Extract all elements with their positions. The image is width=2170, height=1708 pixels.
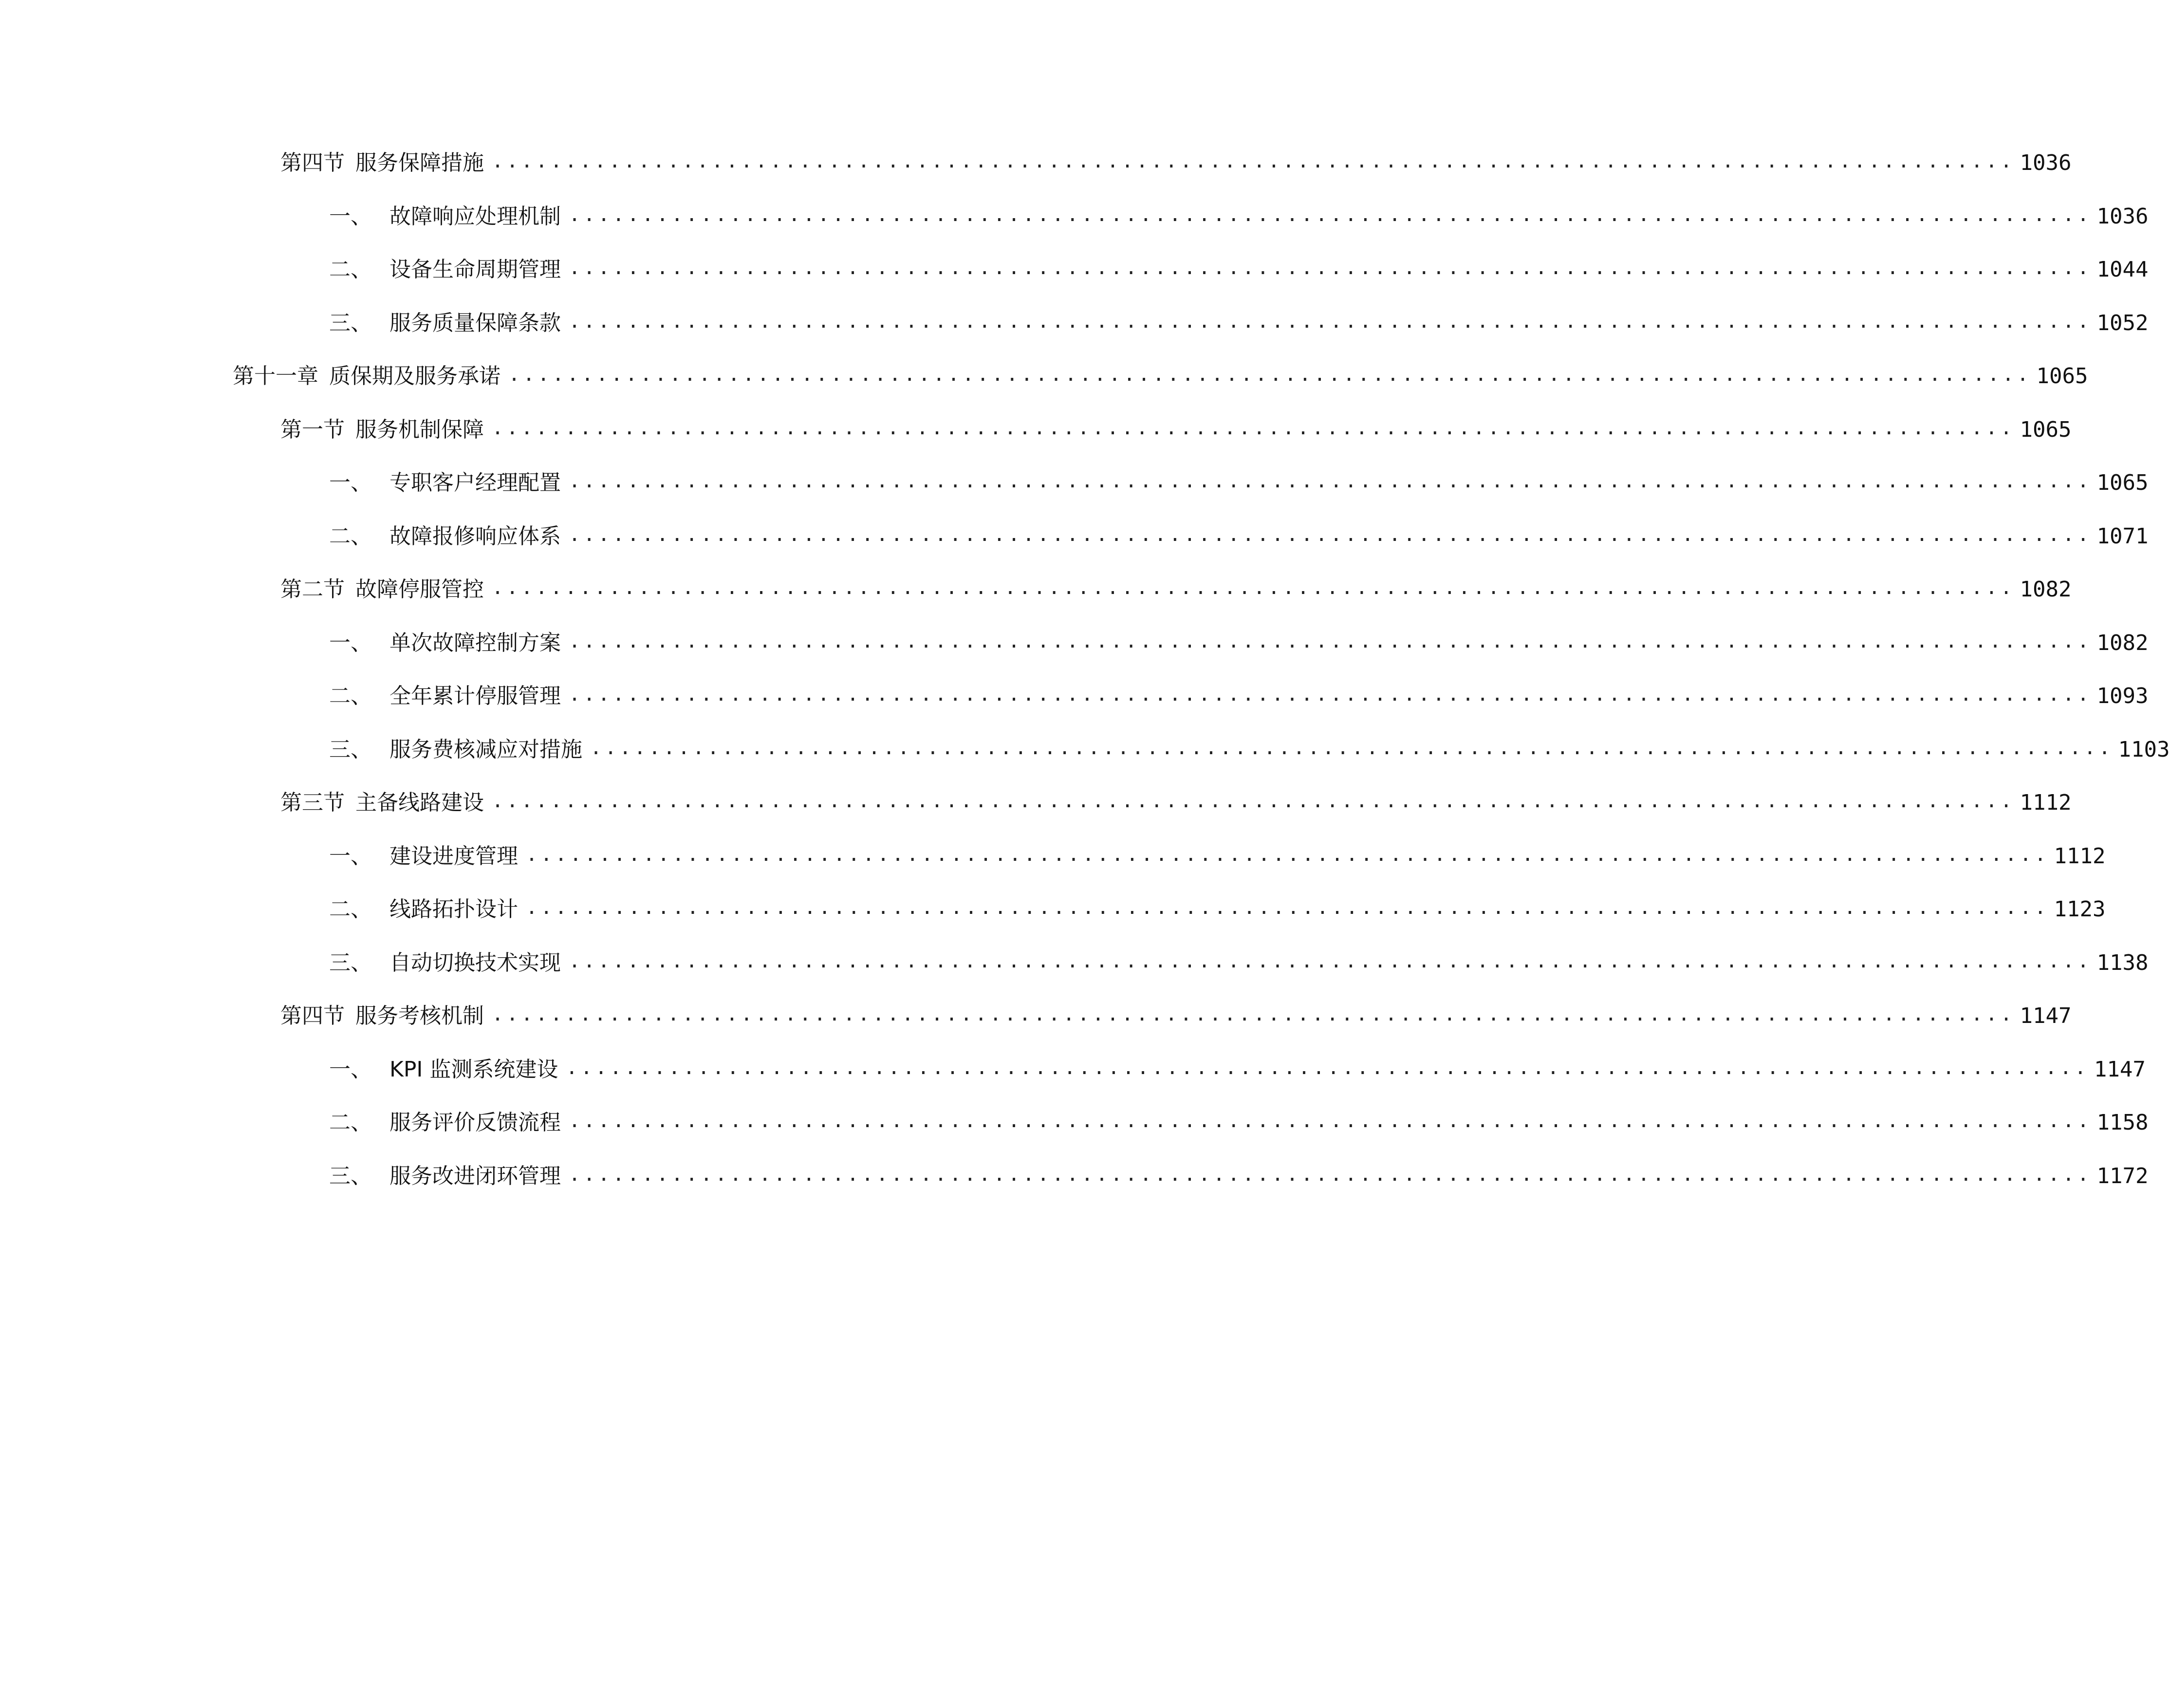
toc-entry-title: 服务费核减应对措施	[389, 737, 582, 762]
toc-entry-prefix: 第四节	[280, 1003, 345, 1028]
dot-leader: ........................................................................................................	[569, 257, 2092, 279]
toc-entry-page-number: 1036	[2020, 150, 2072, 175]
toc-entry-page-number: 1052	[2096, 311, 2149, 335]
dot-leader: ........................................................................................................	[569, 683, 2092, 705]
toc-entry-title: 故障停服管控	[355, 577, 484, 602]
toc-entry-prefix: 第二节	[280, 577, 345, 602]
toc-entry-page-number: 1147	[2020, 1003, 2072, 1028]
toc-entry-title: 服务保障措施	[355, 150, 484, 175]
toc-entry-page-number: 1082	[2096, 631, 2149, 655]
toc-entry-prefix: 一、	[329, 470, 372, 495]
toc-entry-item[interactable]	[329, 253, 2149, 287]
toc-entry-item[interactable]	[329, 733, 2170, 767]
toc-entry-page-number: 1112	[2020, 790, 2072, 815]
toc-entry-prefix: 一、	[329, 1057, 372, 1082]
toc-entry-title: 单次故障控制方案	[389, 631, 561, 655]
toc-entry-prefix: 第三节	[280, 790, 345, 815]
toc-entry-prefix: 三、	[329, 311, 372, 335]
toc-entry-page-number: 1123	[2054, 897, 2106, 922]
dot-leader: ........................................................................................................	[526, 843, 2049, 866]
toc-entry-page-number: 1103	[2118, 737, 2170, 762]
dot-leader: ........................................................................................................	[492, 576, 2015, 599]
toc-entry-title: 主备线路建设	[355, 790, 484, 815]
toc-entry-title: 服务质量保障条款	[389, 311, 561, 335]
toc-entry-title: 故障响应处理机制	[389, 204, 561, 229]
toc-entry-section[interactable]	[280, 999, 2072, 1033]
toc-entry-item[interactable]	[329, 892, 2106, 927]
toc-entry-prefix: 第十一章	[233, 364, 318, 389]
toc-entry-page-number: 1093	[2096, 684, 2149, 708]
toc-entry-title: 服务机制保障	[355, 417, 484, 442]
toc-entry-prefix: 一、	[329, 844, 372, 869]
toc-entry-page-number: 1065	[2036, 364, 2088, 389]
toc-entry-prefix: 二、	[329, 1110, 372, 1135]
toc-entry-chapter[interactable]	[233, 359, 2088, 393]
toc-entry-prefix: 一、	[329, 204, 372, 229]
toc-entry-prefix: 三、	[329, 950, 372, 975]
toc-entry-item[interactable]	[329, 200, 2149, 234]
toc-entry-page-number: 1082	[2020, 577, 2072, 602]
toc-entry-page-number: 1065	[2020, 417, 2072, 442]
toc-entry-prefix: 第一节	[280, 417, 345, 442]
dot-leader: ........................................................................................................	[508, 363, 2032, 386]
dot-leader: ........................................................................................................	[492, 790, 2015, 812]
toc-entry-title: 全年累计停服管理	[389, 684, 561, 708]
dot-leader: ........................................................................................................	[569, 523, 2092, 546]
toc-entry-prefix: 二、	[329, 897, 372, 922]
toc-entry-title: 线路拓扑设计	[389, 897, 518, 922]
dot-leader: ........................................................................................................	[569, 1163, 2092, 1186]
toc-entry-prefix: 一、	[329, 631, 372, 655]
toc-entry-page-number: 1147	[2094, 1057, 2146, 1082]
toc-entry-item[interactable]	[329, 626, 2149, 660]
dot-leader: ........................................................................................................	[590, 737, 2114, 759]
toc-entry-title: 设备生命周期管理	[389, 257, 561, 282]
dot-leader: ........................................................................................................	[569, 204, 2092, 226]
toc-entry-title: 服务改进闭环管理	[389, 1164, 561, 1188]
toc-entry-page-number: 1044	[2096, 257, 2149, 282]
dot-leader: ........................................................................................................	[492, 417, 2015, 439]
toc-entry-prefix: 三、	[329, 1164, 372, 1188]
toc-entry-title: 服务考核机制	[355, 1003, 484, 1028]
toc-entry-item[interactable]	[329, 306, 2149, 340]
toc-entry-title: 服务评价反馈流程	[389, 1110, 561, 1135]
toc-entry-item[interactable]	[329, 839, 2106, 873]
toc-entry-item[interactable]	[329, 946, 2149, 980]
toc-entry-item[interactable]	[329, 679, 2149, 713]
toc-entry-prefix: 第四节	[280, 150, 345, 175]
dot-leader: ........................................................................................................	[569, 1110, 2092, 1132]
toc-entry-page-number: 1071	[2096, 524, 2149, 549]
toc-entry-prefix: 二、	[329, 257, 372, 282]
toc-entry-prefix: 二、	[329, 524, 372, 549]
dot-leader: ........................................................................................................	[569, 950, 2092, 972]
dot-leader: ........................................................................................................	[492, 150, 2015, 172]
toc-entry-section[interactable]	[280, 573, 2072, 607]
dot-leader: ........................................................................................................	[569, 630, 2092, 652]
toc-entry-page-number: 1112	[2054, 844, 2106, 869]
toc-entry-page-number: 1065	[2096, 470, 2149, 495]
toc-entry-title: 建设进度管理	[389, 844, 518, 869]
toc-entry-section[interactable]	[280, 413, 2072, 447]
toc-entry-prefix: 二、	[329, 684, 372, 708]
toc-entry-item[interactable]	[329, 1106, 2149, 1140]
dot-leader: ........................................................................................................	[566, 1057, 2089, 1079]
toc-entry-title: 质保期及服务承诺	[329, 364, 501, 389]
toc-entry-page-number: 1036	[2096, 204, 2149, 229]
dot-leader: ........................................................................................................	[569, 470, 2092, 492]
toc-entry-item[interactable]	[329, 1159, 2149, 1193]
toc-entry-title: KPI 监测系统建设	[389, 1057, 558, 1082]
toc-entry-page-number: 1172	[2096, 1164, 2149, 1188]
dot-leader: ........................................................................................................	[569, 310, 2092, 333]
toc-entry-title: 自动切换技术实现	[389, 950, 561, 975]
toc-entry-page-number: 1158	[2096, 1110, 2149, 1135]
toc-entry-title: 故障报修响应体系	[389, 524, 561, 549]
toc-entry-item[interactable]	[329, 466, 2149, 500]
toc-entry-item[interactable]	[329, 1053, 2146, 1087]
toc-entry-item[interactable]	[329, 520, 2149, 554]
dot-leader: ........................................................................................................	[526, 896, 2049, 919]
toc-entry-section[interactable]	[280, 146, 2072, 180]
toc-entry-page-number: 1138	[2096, 950, 2149, 975]
dot-leader: ........................................................................................................	[492, 1003, 2015, 1025]
toc-entry-section[interactable]	[280, 786, 2072, 820]
toc-entry-prefix: 三、	[329, 737, 372, 762]
toc-entry-title: 专职客户经理配置	[389, 470, 561, 495]
